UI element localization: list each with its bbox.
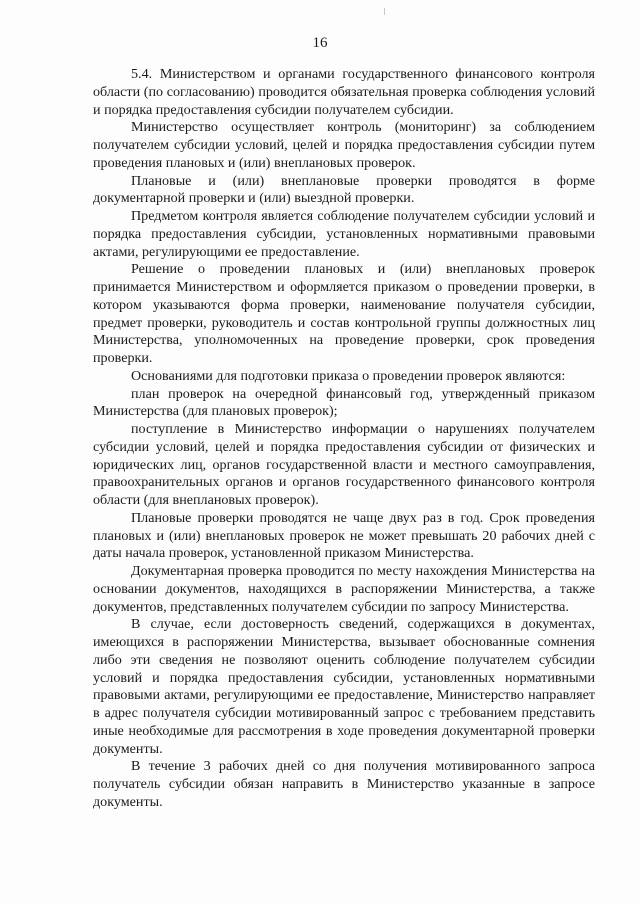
paragraph-inspection-decision: Решение о проведении плановых и (или) внеплановых проверок принимается Министерством и оформляется приказом о проведении проверки, в котором указываются форма проверки, наименование получателя субсидии, предмет проверки, руководитель и состав контрольной группы должностных лиц Министерства, уполномоченных на проведение проверки, срок проведения проверки. <box>93 261 595 366</box>
paragraph-response-deadline: В течение 3 рабочих дней со дня получения мотивированного запроса получатель субсидии обязан направить в Министерство указанные в запросе документы. <box>93 758 595 810</box>
document-body <box>93 66 595 812</box>
page-number: 16 <box>312 35 328 51</box>
scan-artifact <box>384 8 385 15</box>
paragraph-frequency: Плановые проверки проводятся не чаще двух раз в год. Срок проведения плановых и (или) внеплановых проверок не может превышать 20 рабочих дней с даты начала проверок, установленной приказом Министерства. <box>93 509 595 562</box>
paragraph-inspection-form: Плановые и (или) внеплановые проверки проводятся в форме документарной проверки и (или) выездной проверки. <box>93 172 595 207</box>
paragraph-unplanned-grounds: поступление в Министерство информации о нарушениях получателем субсидии условий, целей и порядка предоставления субсидии от физических и юридических лиц, органов государственной власти и местного самоуправления, правоохранительных органов и органов государственного финансового контроля области (для внеплановых проверок). <box>93 421 595 508</box>
paragraph-control-subject: Предметом контроля является соблюдение получателем субсидии условий и порядка предоставления субсидии, установленных нормативными правовыми актами, регулирующими ее предоставление. <box>93 208 595 260</box>
paragraph-reasoned-request: В случае, если достоверность сведений, содержащихся в документах, имеющихся в распоряжении Министерства, вызывает обоснованные сомнения либо эти сведения не позволяют оценить соблюдение получателем субсидии условий и порядка предоставления субсидии, установленных нормативными правовыми актами, регулирующими ее предоставление, Министерство направляет в адрес получателя субсидии мотивированный запрос с требованием представить иные необходимые для рассмотрения в ходе проведения документарной проверки документы. <box>93 616 595 757</box>
paragraph-order-grounds: Основаниями для подготовки приказа о проведении проверок являются: <box>131 367 566 384</box>
paragraph-planned-grounds: план проверок на очередной финансовый год, утвержденный приказом Министерства (для плановых проверок); <box>93 385 595 420</box>
paragraph-documentary-check: Документарная проверка проводится по месту нахождения Министерства на основании документов, находящихся в распоряжении Министерства, а также документов, представленных получателем субсидии по запросу Министерства. <box>93 563 595 615</box>
paragraph-monitoring: Министерство осуществляет контроль (мониторинг) за соблюдением получателем субсидии условий, целей и порядка предоставления субсидии путем проведения плановых и (или) внеплановых проверок. <box>93 119 595 171</box>
paragraph-5-4: 5.4. Министерством и органами государственного финансового контроля области (по согласованию) проводится обязательная проверка соблюдения условий и порядка предоставления субсидии получателем субсидии. <box>93 66 595 118</box>
